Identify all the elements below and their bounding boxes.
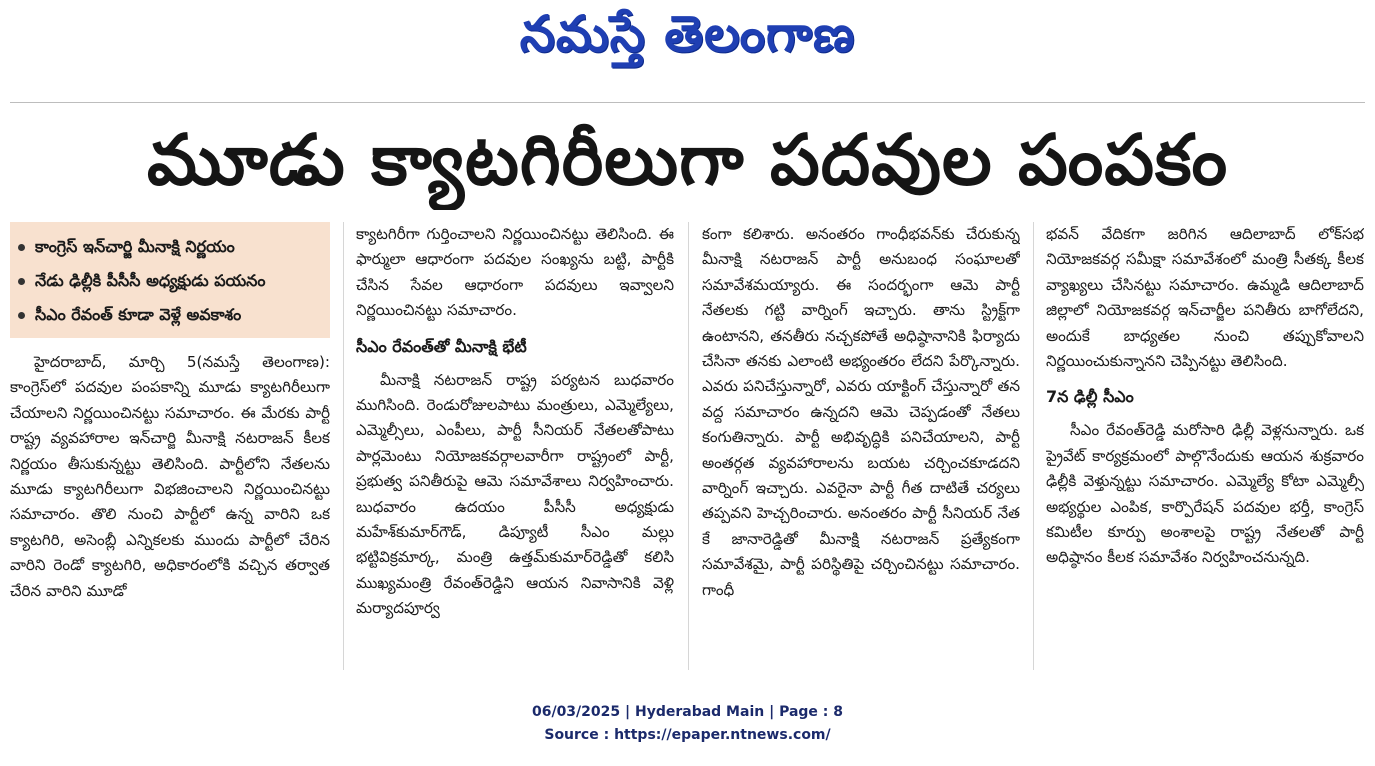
highlight-text: కాంగ్రెస్ ఇన్‌చార్జి మీనాక్షి నిర్ణయం (35, 237, 235, 256)
article-paragraph: కంగా కలిశారు. అనంతరం గాంధీభవన్‌కు చేరుకున్న మీనాక్షి నటరాజన్ పార్టీ అనుబంధ సంఘాలతో సమావేశమయ్యారు. ఈ సందర్భంగా ఆమె పార్టీ నేతలకు గట్టి వార్నింగ్ ఇచ్చారు. తాను స్ట్రిక్ట్‌గా ఉంటానని, తనతీరు నచ్చకపోతే అధిష్ఠానానికి ఫిర్యాదు చేసినా తనకు ఎలాంటి అభ్యంతరం లేదని పేర్కొన్నారు. ఎవరు పనిచేస్తున్నారో, ఎవరు యాక్టింగ్ చేస్తున్నారో తన వద్ద సమాచారం ఉన్నదని ఆమె చెప్పడంతో నేతలు కంగుతిన్నారు. పార్టీ అభివృద్ధికి పనిచేయాలని, పార్టీ అంతర్గత వ్యవహారాలను బయట చర్చించకూడదని వార్నింగ్ ఇచ్చారు. ఎవరైనా పార్టీ గీత దాటితే చర్యలు తప్పవని హెచ్చరించారు. అనంతరం పార్టీ సీనియర్ నేత కే జానారెడ్డితో మీనాక్షి నటరాజన్ ప్రత్యేకంగా సమావేశమై, పార్టీ పరిస్థితిపై చర్చించినట్టు సమాచారం. గాంధీ (702, 225, 1020, 599)
article-paragraph: భవన్ వేదికగా జరిగిన ఆదిలాబాద్ లోక్‌సభ నియోజకవర్గ సమీక్షా సమావేశంలో మంత్రి సీతక్క కీలక వ్యాఖ్యలు చేసినట్టు సమాచారం. ఉమ్మడి ఆదిలాబాద్ జిల్లాలో నియోజకవర్గ ఇన్‌చార్జీల పనితీరు బాగోలేదని, అందుకే బాధ్యతల నుంచి తప్పుకోవాలని నిర్ణయించుకున్నానని చెప్పినట్టు తెలిసింది. (1046, 225, 1364, 371)
masthead-divider (10, 102, 1365, 103)
highlight-item (18, 230, 322, 264)
article-paragraph: మీనాక్షి నటరాజన్ రాష్ట్ర పర్యటన బుధవారం ముగిసింది. రెండురోజులపాటు మంత్రులు, ఎమ్మెల్యేలు, ఎమ్మెల్సీలు, ఎంపీలు, పార్టీ సీనియర్ నేతలతోపాటు పార్లమెంటు నియోజకవర్గాలవారీగా రాష్ట్రంలో పార్టీ, ప్రభుత్వ పనితీరుపై ఆమె సమావేశాలు నిర్వహించారు. బుధవారం ఉదయం పీసీసీ అధ్యక్షుడు మహేశ్‌కుమార్‌గౌడ్, డిప్యూటీ సీఎం మల్లు భట్టివిక్రమార్క, మంత్రి ఉత్తమ్‌కుమార్‌రెడ్డితో కలిసి ముఖ్యమంత్రి రేవంత్‌రెడ్డిని ఆయన నివాసానికి వెళ్లి మర్యాదపూర్వ (356, 370, 674, 618)
article-paragraph: సీఎం రేవంత్‌రెడ్డి మరోసారి ఢిల్లీ వెళ్లనున్నారు. ఒక ప్రైవేట్ కార్యక్రమంలో పాల్గొనేందుకు ఆయన శుక్రవారం ఢిల్లీకి వెళ్తున్నట్టు సమాచారం. ఎమ్మెల్యే కోటా ఎమ్మెల్సీ అభ్యర్థుల ఎంపిక, కార్పొరేషన్ పదవుల భర్తీ, కాంగ్రెస్ కమిటీల కూర్పు అంశాలపై రాష్ట్ర నేతలతో పార్టీ అధిష్ఠానం కీలక సమావేశం నిర్వహించనున్నది. (1046, 421, 1364, 567)
bullet-icon (18, 278, 25, 285)
column-divider (1033, 222, 1034, 670)
column-divider (343, 222, 344, 670)
article-column-3 (702, 222, 1020, 670)
article-column-4 (1046, 222, 1364, 670)
article-column-2 (356, 222, 674, 670)
newspaper-logo: నమస్తే తెలంగాణ (519, 4, 856, 63)
footer-source-link[interactable]: Source : https://epaper.ntnews.com/ (544, 727, 831, 743)
highlight-text: సీఎం రేవంత్ కూడా వెళ్లే అవకాశం (35, 305, 242, 324)
section-subheading: సీఎం రేవంత్‌తో మీనాక్షి భేటీ (356, 336, 527, 356)
highlight-item (18, 264, 322, 298)
highlight-item (18, 298, 322, 332)
bullet-icon (18, 312, 25, 319)
masthead (0, 0, 1375, 80)
section-subheading: 7న ఢిల్లీ సీఎం (1046, 387, 1134, 407)
article-headline: మూడు క్యాటగిరీలుగా పదవుల పంపకం (146, 119, 1229, 201)
footer-date-edition: 06/03/2025 | Hyderabad Main | Page : 8 (531, 704, 844, 720)
highlight-text: నేడు ఢిల్లీకి పీసీసీ అధ్యక్షుడు పయనం (35, 271, 266, 290)
article-paragraph: హైదరాబాద్, మార్చి 5(నమస్తే తెలంగాణ): కాంగ్రెస్‌లో పదవుల పంపకాన్ని మూడు క్యాటగిరీలుగా చేయాలని నిర్ణయించినట్టు సమాచారం. ఈ మేరకు పార్టీ రాష్ట్ర వ్యవహారాల ఇన్‌చార్జి మీనాక్షి నటరాజన్ కీలక నిర్ణయం తీసుకున్నట్టు తెలిసింది. పార్టీలోని నేతలను మూడు క్యాటగిరీలుగా విభజించాలని నిర్ణయించినట్టు సమాచారం. తొలి నుంచి పార్టీలో ఉన్న వారిని ఒక క్యాటగిరి, అసెంబ్లీ ఎన్నికలకు ముందు పార్టీలో చేరిన వారిని రెండో క్యాటగిరి, అధికారంలోకి వచ్చిన తర్వాత చేరిన వారిని మూడో (10, 353, 330, 600)
bullet-icon (18, 244, 25, 251)
article-paragraph: క్యాటగిరీగా గుర్తించాలని నిర్ణయించినట్టు తెలిసింది. ఈ ఫార్ములా ఆధారంగా పదవుల సంఖ్యను బట్టి, పార్టీకి చేసిన సేవల ఆధారంగా పదవులు ఇవ్వాలని నిర్ణయించినట్టు సమాచారం. (356, 225, 674, 320)
highlights-box (10, 222, 330, 338)
column-divider (688, 222, 689, 670)
article-column-1 (10, 222, 330, 670)
